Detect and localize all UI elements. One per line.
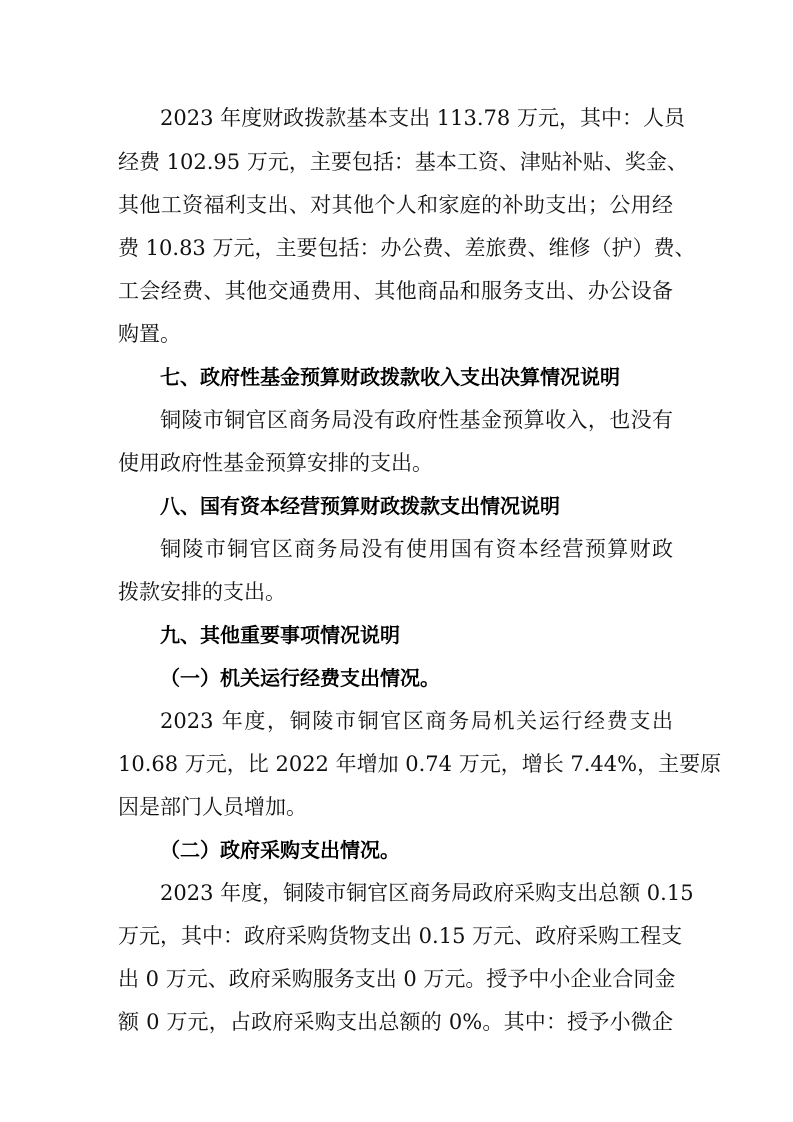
paragraph-line: 2023 年度财政拨款基本支出 113.78 万元，其中：人员 — [160, 106, 685, 130]
paragraph-line: 2023 年度，铜陵市铜官区商务局机关运行经费支出 — [160, 709, 673, 733]
paragraph-line: 10.68 万元，比 2022 年增加 0.74 万元，增长 7.44%，主要原 — [118, 752, 722, 776]
section-heading: 七、政府性基金预算财政拨款收入支出决算情况说明 — [160, 365, 620, 389]
paragraph-line: 拨款安排的支出。 — [118, 580, 286, 604]
paragraph-line: 铜陵市铜官区商务局没有政府性基金预算收入，也没有 — [160, 408, 673, 432]
paragraph-line: 其他工资福利支出、对其他个人和家庭的补助支出；公用经 — [118, 193, 673, 217]
paragraph-line: 万元，其中：政府采购货物支出 0.15 万元、政府采购工程支 — [118, 924, 683, 948]
subsection-heading: （一）机关运行经费支出情况。 — [160, 666, 440, 690]
paragraph-line: 工会经费、其他交通费用、其他商品和服务支出、办公设备 — [118, 279, 673, 303]
subsection-heading: （二）政府采购支出情况。 — [160, 838, 400, 862]
section-heading: 九、其他重要事项情况说明 — [160, 623, 400, 647]
paragraph-line: 购置。 — [118, 322, 181, 346]
paragraph-line: 经费 102.95 万元，主要包括：基本工资、津贴补贴、奖金、 — [118, 150, 688, 174]
paragraph-line: 因是部门人员增加。 — [118, 795, 307, 819]
paragraph-line: 2023 年度，铜陵市铜官区商务局政府采购支出总额 0.15 — [160, 881, 694, 905]
paragraph-line: 铜陵市铜官区商务局没有使用国有资本经营预算财政 — [160, 537, 673, 561]
paragraph-line: 费 10.83 万元，主要包括：办公费、差旅费、维修（护）费、 — [118, 236, 696, 260]
paragraph-line: 出 0 万元、政府采购服务支出 0 万元。授予中小企业合同金 — [118, 967, 676, 991]
section-heading: 八、国有资本经营预算财政拨款支出情况说明 — [160, 494, 560, 518]
paragraph-line: 使用政府性基金预算安排的支出。 — [118, 451, 433, 475]
paragraph-line: 额 0 万元，占政府采购支出总额的 0%。其中：授予小微企 — [118, 1010, 673, 1034]
